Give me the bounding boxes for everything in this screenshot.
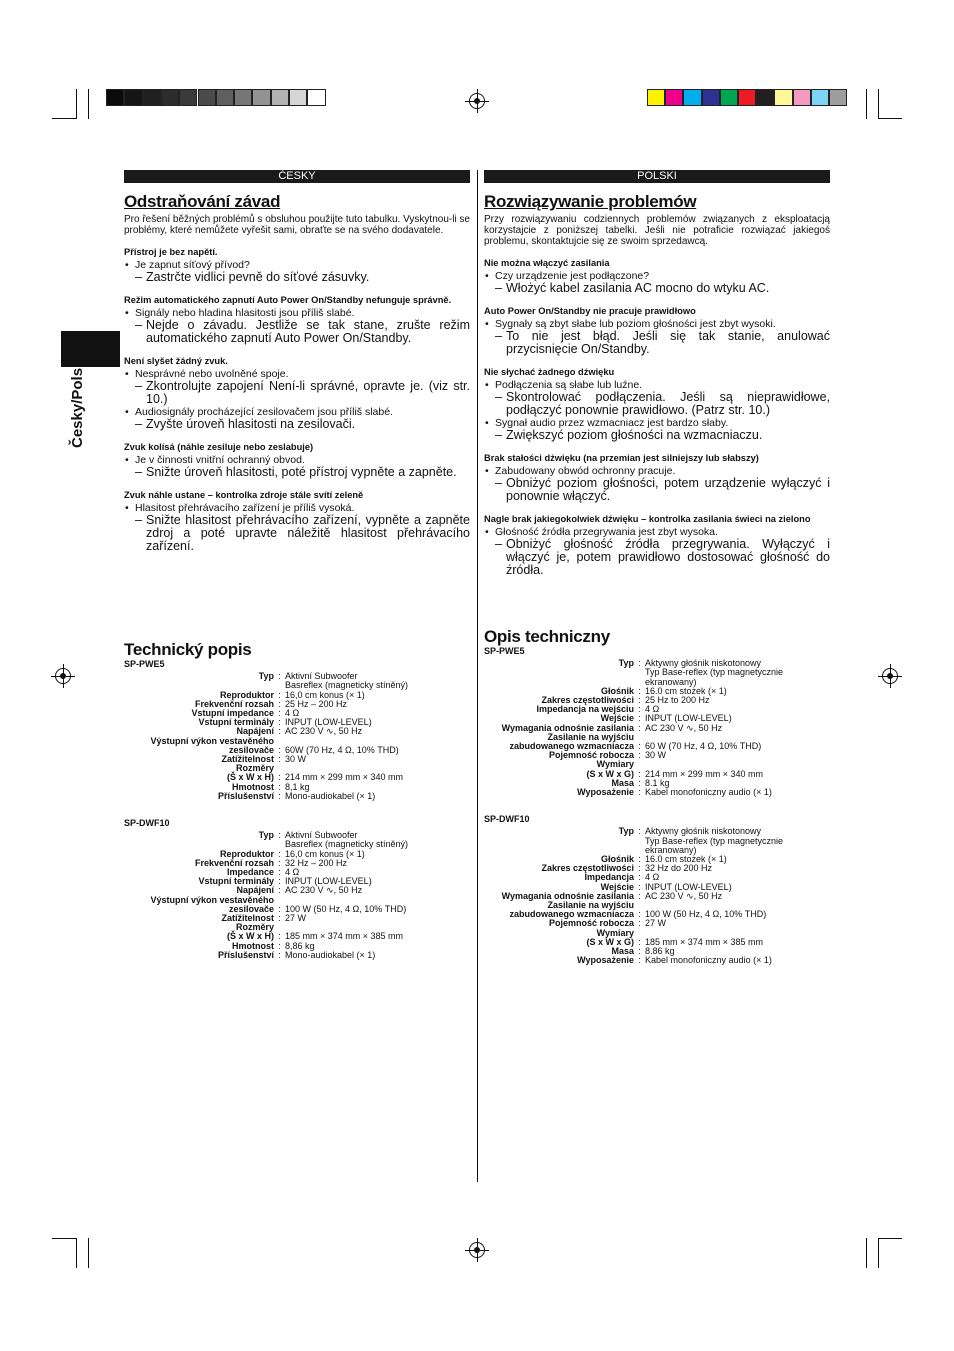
spec-key: Rozměry	[235, 763, 274, 774]
spec-value: 185 mm × 374 mm × 385 mm	[285, 931, 404, 942]
spec-value: AC 230 V ∿, 50 Hz	[645, 890, 723, 901]
spec-colon: :	[278, 744, 281, 755]
color-swatch	[793, 89, 811, 106]
color-swatch	[143, 89, 161, 106]
spec-colon: :	[638, 890, 641, 901]
spec-colon: :	[638, 946, 641, 957]
spec-value: INPUT (LOW-LEVEL)	[645, 713, 732, 724]
spec-value: AC 230 V ∿, 50 Hz	[645, 722, 723, 733]
spec-value: Aktivní Subwoofer	[285, 671, 358, 682]
model-name: SP-PWE5	[484, 646, 525, 656]
spec-value: 8.1 kg	[645, 777, 670, 788]
spec-value: Mono-audiokabel (× 1)	[285, 949, 376, 960]
spec-colon: :	[278, 689, 281, 700]
spec-value: 8,86 kg	[285, 940, 315, 951]
spec-value: AC 230 V ∿, 50 Hz	[285, 726, 363, 737]
spec-value: ekranowany)	[645, 676, 697, 687]
remedy-item: – Włożyć kabel zasilania AC mocno do wtyku AC.	[484, 282, 830, 295]
spec-value: Aktywny głośnik niskotonowy	[645, 826, 762, 837]
spec-colon: :	[638, 872, 641, 883]
spec-colon: :	[278, 857, 281, 868]
spec-value: 16.0 cm stożek (× 1)	[645, 854, 727, 865]
spec-colon: :	[638, 750, 641, 761]
spec-row	[124, 792, 470, 801]
spec-colon: :	[278, 949, 281, 960]
remedy-item: – Obniżyć poziom głośności, potem urządzenie wyłączyć i ponownie włączyć.	[484, 477, 830, 503]
symptom-bullet: • Je zapnut síťový přívod?	[124, 259, 470, 271]
spec-colon	[634, 837, 645, 846]
spec-key: Napájení	[236, 726, 274, 737]
spec-value: INPUT (LOW-LEVEL)	[285, 876, 372, 887]
spec-key: Zatížitelnost	[221, 913, 274, 924]
spec-key: Zasilanie na wyjściu	[547, 731, 634, 742]
spec-colon: :	[278, 940, 281, 951]
issue-list-cs	[124, 247, 470, 553]
spec-colon: :	[638, 909, 641, 920]
issue-heading: Není slyšet žádný zvuk.	[124, 356, 228, 366]
column-divider	[477, 170, 478, 1182]
spec-value: 4 Ω	[285, 708, 300, 719]
spec-value: 32 Hz do 200 Hz	[645, 863, 713, 874]
spec-key: Wymagania odnośnie zasilania	[501, 890, 634, 901]
spec-key: Pojemność robocza	[548, 750, 634, 761]
spec-row	[124, 755, 470, 764]
symptom-bullet: • Nesprávné nebo uvolněné spoje.	[124, 368, 470, 380]
spec-colon: :	[278, 876, 281, 887]
spec-row	[484, 892, 830, 901]
spec-colon: :	[638, 741, 641, 752]
spec-colon: :	[638, 658, 641, 669]
spec-key: (Š x W x H)	[226, 931, 274, 942]
spec-key: Impedance	[226, 867, 274, 878]
color-swatch	[106, 89, 124, 106]
color-swatch	[811, 89, 829, 106]
spec-key	[484, 668, 634, 677]
spec-key: Wymiary	[596, 759, 634, 770]
spec-colon: :	[638, 787, 641, 798]
spec-value: 25 Hz to 200 Hz	[645, 695, 710, 706]
spec-colon: :	[278, 708, 281, 719]
spec-colon: :	[638, 854, 641, 865]
spec-row	[484, 919, 830, 928]
spec-colon: :	[638, 695, 641, 706]
color-swatch	[271, 89, 289, 106]
spec-colon: :	[638, 722, 641, 733]
spec-colon: :	[278, 790, 281, 801]
spec-value: Basreflex (magneticky stíněný)	[285, 839, 409, 850]
spec-models-pl	[484, 647, 830, 966]
spec-title-pl: Opis techniczny	[484, 627, 610, 646]
spec-value: 16,0 cm konus (× 1)	[285, 848, 365, 859]
issue-heading: Nie słychać żadnego dźwięku	[484, 367, 615, 377]
spec-block	[124, 660, 470, 801]
spec-colon: :	[278, 754, 281, 765]
spec-value: 30 W	[285, 754, 307, 765]
spec-colon: :	[278, 698, 281, 709]
remedy-item: – Obniżyć głośność źródła przegrywania. Wyłączyć i włączyć je, potem prawidłowo dostosować głośność do źródła.	[484, 538, 830, 577]
spec-value: 32 Hz – 200 Hz	[285, 857, 348, 868]
spec-colon: :	[638, 768, 641, 779]
spec-value: 25 Hz – 200 Hz	[285, 698, 348, 709]
spec-value: 30 W	[645, 750, 667, 761]
issue-heading: Nagle brak jakiegokolwiek dźwięku – kontrolka zasilania świeci na zielono	[484, 514, 811, 524]
spec-value: Kabel monofoniczny audio (× 1)	[645, 955, 772, 966]
remedy-item: – Zkontrolujte zapojení Není-li správné, opravte je. (viz str. 10.)	[124, 380, 470, 406]
spec-value: Typ Base-reflex (typ magnetycznie	[645, 835, 784, 846]
spec-colon: :	[638, 881, 641, 892]
spec-row	[124, 951, 470, 960]
spec-key: Příslušenství	[217, 949, 274, 960]
spec-key: Typ	[258, 830, 274, 841]
spec-key: Reproduktor	[220, 689, 274, 700]
spec-colon: :	[638, 777, 641, 788]
issue-heading: Auto Power On/Standby nie pracuje prawidłowo	[484, 306, 696, 316]
spec-key: Wejście	[600, 881, 634, 892]
spec-colon: :	[278, 671, 281, 682]
remedy-item: – Snižte úroveň hlasitosti, poté přístroj vypněte a zapněte.	[124, 466, 470, 479]
spec-key: Zasilanie na wyjściu	[547, 900, 634, 911]
lang-bar-pl: POLSKI	[484, 170, 830, 183]
spec-colon: :	[278, 781, 281, 792]
spec-value: 100 W (50 Hz, 4 Ω, 10% THD)	[285, 903, 407, 914]
spec-colon	[634, 668, 645, 677]
issue-heading: Zvuk kolísá (náhle zesiluje nebo zeslabuje)	[124, 442, 314, 452]
issue-heading: Režim automatického zapnutí Auto Power On/Standby nefunguje správně.	[124, 295, 452, 305]
spec-colon: :	[278, 867, 281, 878]
spec-row	[484, 788, 830, 797]
spec-value: AC 230 V ∿, 50 Hz	[285, 885, 363, 896]
spec-block	[484, 647, 830, 797]
spec-colon: :	[638, 713, 641, 724]
color-swatch	[179, 89, 197, 106]
spec-colon: :	[638, 955, 641, 966]
symptom-bullet: • Audiosignály procházející zesilovačem jsou příliš slabé.	[124, 406, 470, 418]
spec-colon: :	[278, 885, 281, 896]
spec-value: Aktywny głośnik niskotonowy	[645, 658, 762, 669]
spec-key: Zatížitelnost	[221, 754, 274, 765]
spec-colon: :	[638, 826, 641, 837]
spec-row	[484, 751, 830, 760]
color-swatch	[198, 89, 216, 106]
spec-colon: :	[278, 903, 281, 914]
color-swatch	[720, 89, 738, 106]
spec-key: Typ	[258, 671, 274, 682]
symptom-bullet: • Zabudowany obwód ochronny pracuje.	[484, 465, 830, 477]
spec-key: Frekvenční rozsah	[194, 698, 274, 709]
spec-key: Hmotnost	[232, 940, 274, 951]
spec-colon: :	[278, 931, 281, 942]
spec-colon: :	[638, 704, 641, 715]
model-name: SP-DWF10	[124, 818, 170, 829]
spec-value: Typ Base-reflex (typ magnetycznie	[645, 667, 784, 678]
symptom-bullet: • Głośność źródła przegrywania jest zbyt wysoka.	[484, 526, 830, 538]
spec-value: Basreflex (magneticky stíněný)	[285, 680, 409, 691]
issue-heading: Nie można włączyć zasilania	[484, 258, 610, 268]
spec-value: 214 mm × 299 mm × 340 mm	[285, 772, 404, 783]
intro-cs: Pro řešení běžných problémů s obsluhou použijte tuto tabulku. Vyskytnou-li se problémy, které nemůžete vyřešit sami, obraťte se na svého dodavatele.	[124, 214, 470, 236]
spec-colon: :	[278, 848, 281, 859]
spec-key: Impedancja na wejściu	[536, 704, 634, 715]
spec-colon: :	[278, 726, 281, 737]
spec-key: Masa	[611, 777, 634, 788]
symptom-bullet: • Je v činnosti vnitřní ochranný obvod.	[124, 454, 470, 466]
spec-key: Reproduktor	[220, 848, 274, 859]
symptom-bullet: • Hlasitost přehrávacího zařízení je příliš vysoká.	[124, 502, 470, 514]
registration-mark-top	[469, 93, 485, 109]
remedy-item: – Nejde o závadu. Jestliže se tak stane, zrušte režim automatického zapnutí Auto Power On/Standby.	[124, 319, 470, 345]
spec-value: 4 Ω	[285, 867, 300, 878]
issue-heading: Přístroj je bez napětí.	[124, 247, 218, 257]
spec-key: zabudowanego wzmacniacza	[509, 741, 634, 752]
spec-value: 4 Ω	[645, 704, 660, 715]
spec-key: zabudowanego wzmacniacza	[509, 909, 634, 920]
spec-key: Zakres częstotliwości	[541, 863, 634, 874]
color-swatch	[161, 89, 179, 106]
lang-bar-cs: ČESKY	[124, 170, 470, 183]
spec-value: 214 mm × 299 mm × 340 mm	[645, 768, 764, 779]
color-swatch	[665, 89, 683, 106]
spec-value: ekranowany)	[645, 844, 697, 855]
remedy-item: – Zastrčte vidlici pevně do síťové zásuvky.	[124, 271, 470, 284]
spec-row	[124, 914, 470, 923]
spec-key: Vstupní impedance	[191, 708, 274, 719]
spec-value: INPUT (LOW-LEVEL)	[645, 881, 732, 892]
spec-key: Typ	[618, 658, 634, 669]
spec-key: Impedancja	[584, 872, 634, 883]
spec-value: 27 W	[645, 918, 667, 929]
spec-value: 27 W	[285, 913, 307, 924]
spec-value: 100 W (50 Hz, 4 Ω, 10% THD)	[645, 909, 767, 920]
color-swatch	[124, 89, 142, 106]
spec-key: Zakres częstotliwości	[541, 695, 634, 706]
spec-title-cs: Technický popis	[124, 640, 252, 659]
spec-colon: :	[278, 830, 281, 841]
spec-value: 16.0 cm stożek (× 1)	[645, 685, 727, 696]
spec-row	[484, 724, 830, 733]
spec-value: INPUT (LOW-LEVEL)	[285, 717, 372, 728]
specs-pl	[484, 627, 830, 984]
section-title-pl: Rozwiązywanie problemów	[484, 192, 697, 211]
spec-key: (S x W x G)	[586, 768, 634, 779]
color-swatch	[829, 89, 847, 106]
spec-key: Głośnik	[600, 854, 634, 865]
color-swatch	[647, 89, 665, 106]
spec-block	[124, 819, 470, 960]
spec-key: Wymiary	[596, 927, 634, 938]
troubleshooting-cs	[124, 192, 470, 553]
symptom-bullet: • Czy urządzenie jest podłączone?	[484, 270, 830, 282]
spec-key: Výstupní výkon vestavěného	[150, 735, 274, 746]
remedy-item: – Snižte hlasitost přehrávacího zařízení, vypněte a zapněte zdroj a poté upravte náležitě hlasitost přehrávacího zařízení.	[124, 514, 470, 553]
spec-key: Vstupní terminály	[198, 876, 274, 887]
color-swatch	[702, 89, 720, 106]
symptom-bullet: • Signály nebo hladina hlasitosti jsou příliš slabé.	[124, 307, 470, 319]
spec-key: Masa	[611, 946, 634, 957]
specs-cs	[124, 640, 470, 978]
spec-key: Napájení	[236, 885, 274, 896]
spec-colon: :	[638, 685, 641, 696]
spec-colon: :	[638, 936, 641, 947]
remedy-item: – Zvyšte úroveň hlasitosti na zesilovači.	[124, 418, 470, 431]
spec-value: 60W (70 Hz, 4 Ω, 10% THD)	[285, 744, 399, 755]
intro-pl: Przy rozwiązywaniu codziennych problemów związanych z eksploatacją korzystajcie z poniższej tabelki. Jeśli nie potraficie rozwiązać jakiegoś problemu, skontaktujcie się ze swoim sprzedawcą.	[484, 214, 830, 247]
color-swatch	[774, 89, 792, 106]
spec-value: Aktivní Subwoofer	[285, 830, 358, 841]
spec-key: Wyposażenie	[577, 787, 634, 798]
section-title-cs: Odstraňování závad	[124, 192, 281, 211]
spec-value: 60 W (70 Hz, 4 Ω, 10% THD)	[645, 741, 762, 752]
symptom-bullet: • Podłączenia są słabe lub luźne.	[484, 379, 830, 391]
spec-models-cs	[124, 660, 470, 960]
registration-mark-left	[55, 668, 71, 684]
issue-list-pl	[484, 258, 830, 577]
spec-key: Głośnik	[600, 685, 634, 696]
spec-colon: :	[278, 772, 281, 783]
spec-value: 8,1 kg	[285, 781, 310, 792]
model-name: SP-PWE5	[124, 659, 165, 669]
spec-key: Wejście	[600, 713, 634, 724]
symptom-bullet: • Sygnał audio przez wzmacniacz jest bardzo słaby.	[484, 417, 830, 429]
spec-key: Příslušenství	[217, 790, 274, 801]
spec-key: Typ	[618, 826, 634, 837]
spec-key: Rozměry	[235, 922, 274, 933]
color-swatch	[738, 89, 756, 106]
spec-key: Výstupní výkon vestavěného	[150, 894, 274, 905]
issue-heading: Zvuk náhle ustane – kontrolka zdroje stále svítí zeleně	[124, 490, 364, 500]
spec-key: (S x W x G)	[586, 936, 634, 947]
spec-value: Mono-audiokabel (× 1)	[285, 790, 376, 801]
model-name: SP-DWF10	[484, 814, 530, 825]
registration-mark-right	[882, 668, 898, 684]
spec-key: zesilovače	[228, 903, 274, 914]
color-swatch	[216, 89, 234, 106]
spec-value: 185 mm × 374 mm × 385 mm	[645, 936, 764, 947]
spec-key: Frekvenční rozsah	[194, 857, 274, 868]
spec-colon: :	[638, 863, 641, 874]
spec-key: Vstupní terminály	[198, 717, 274, 728]
color-swatch	[289, 89, 307, 106]
spec-key: Wymagania odnośnie zasilania	[501, 722, 634, 733]
spec-value: 16,0 cm konus (× 1)	[285, 689, 365, 700]
spec-row	[484, 956, 830, 965]
remedy-item: – To nie jest błąd. Jeśli się tak stanie, anulować przycisnięcie On/Standby.	[484, 330, 830, 356]
issue-heading: Brak stałości dźwięku (na przemian jest silniejszy lub słabszy)	[484, 453, 759, 463]
side-language-label: Česky/Polski	[69, 355, 86, 448]
spec-key: Hmotnost	[232, 781, 274, 792]
spec-colon: :	[638, 918, 641, 929]
spec-value: 8.86 kg	[645, 946, 675, 957]
remedy-item: – Zwiększyć poziom głośności na wzmacniaczu.	[484, 429, 830, 442]
remedy-item: – Skontrolować podłączenia. Jeśli są nieprawidłowe, podłączyć ponownie prawidłowo. (Patrz str. 10.)	[484, 391, 830, 417]
color-swatch	[307, 89, 325, 106]
symptom-bullet: • Sygnały są zbyt słabe lub poziom głośności jest zbyt wysoki.	[484, 318, 830, 330]
spec-value: Kabel monofoniczny audio (× 1)	[645, 787, 772, 798]
color-swatch	[234, 89, 252, 106]
spec-value: 4 Ω	[645, 872, 660, 883]
spec-key: zesilovače	[228, 744, 274, 755]
troubleshooting-pl	[484, 192, 830, 577]
color-swatch	[756, 89, 774, 106]
color-swatch	[252, 89, 270, 106]
spec-key: Wyposażenie	[577, 955, 634, 966]
color-swatch	[683, 89, 701, 106]
spec-colon: :	[278, 913, 281, 924]
registration-mark-bottom	[469, 1242, 485, 1258]
spec-block	[484, 815, 830, 965]
spec-key	[484, 837, 634, 846]
spec-colon: :	[278, 717, 281, 728]
spec-key: Pojemność robocza	[548, 918, 634, 929]
spec-key: (Š x W x H)	[226, 772, 274, 783]
